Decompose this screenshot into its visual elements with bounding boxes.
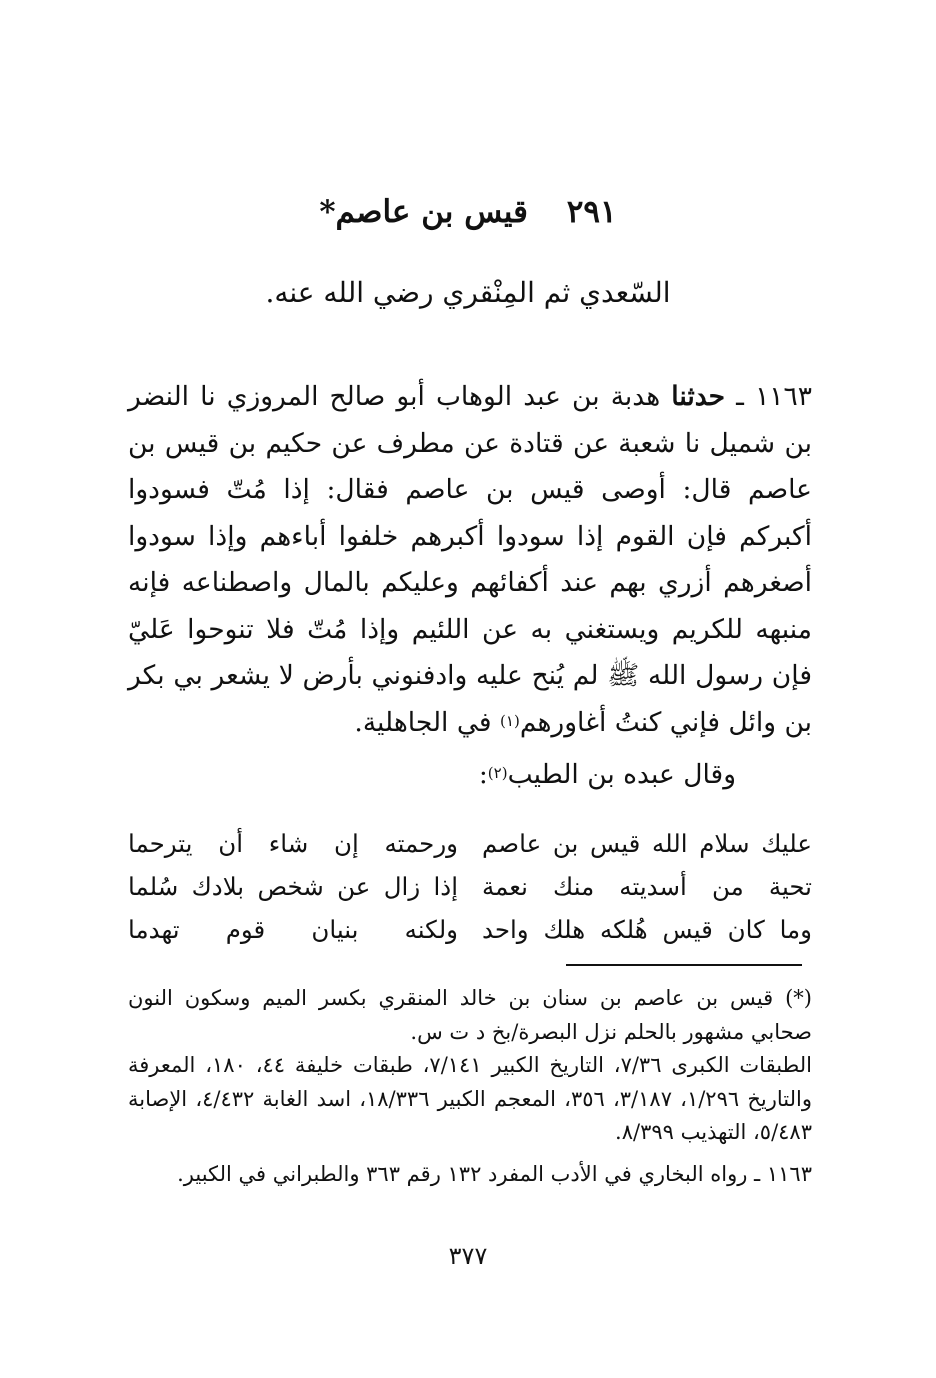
poem-intro <box>479 752 736 798</box>
hadith-number: ١١٦٣ ـ <box>736 381 812 412</box>
hadith-lead-word: حدثنا <box>671 381 726 412</box>
entry-name: قيس بن عاصم* <box>319 194 528 230</box>
poem-first-hemistich: عليك سلام الله قيس بن عاصم <box>482 829 812 858</box>
poem-verse <box>128 908 812 951</box>
footnote-hadith-source: ١١٦٣ ـ رواه البخاري في الأدب المفرد ١٣٢ رقم ٣٦٣ والطبراني في الكبير. <box>177 1161 812 1186</box>
hadith-paragraph <box>128 374 812 746</box>
poem <box>128 822 812 951</box>
poem-second-hemistich: ورحمته إن شاء أن يترحما <box>128 829 458 858</box>
hadith-text-end: في الجاهلية. <box>354 706 492 738</box>
poem-verse <box>128 822 812 865</box>
poem-second-hemistich: ولكنه بنيان قوم تهدما <box>128 915 458 944</box>
poem-intro-suffix: : <box>478 759 488 790</box>
footnote-sources: الطبقات الكبرى ٧/٣٦، التاريخ الكبير ٧/١٤١، طبقات خليفة ٤٤، ١٨٠، المعرفة والتاريخ ١/٢٩٦، ٣/١٨٧، ٣٥٦، المعجم الكبير ١٨/٣٣٦، اسد الغابة ٤/٤٣٢، الإصابة ٥/٤٨٣، التهذيب ٨/٣٩٩. <box>128 1053 812 1144</box>
hadith-text: هدبة بن عبد الوهاب أبو صالح المروزي نا النضر بن شميل نا شعبة عن قتادة عن مطرف عن حكيم بن قيس بن عاصم قال: أوصى قيس بن عاصم فقال: إذا مُتّ فسودوا أكبركم فإن القوم إذا سودوا أكبرهم خلفوا أباءهم وإذا سودوا أصغرهم أزري بهم عند أكفائهم وعليكم بالمال واصطناعه فإنه منبهه للكريم ويستغني به عن اللئيم وإذا مُتّ فلا تنوحوا عَليّ فإن رسول الله ﷺ لم يُنح عليه وادفنوني بأرض لا يشعر بي بكر بن وائل فإني كنتُ أغاورهم <box>128 381 812 738</box>
entry-number: ٢٩١ <box>566 194 617 230</box>
entry-subtitle: السّعدي ثم المِنْقري رضي الله عنه. <box>265 276 671 309</box>
footnote-biography: (*) قيس بن عاصم بن سنان بن خالد المنقري بكسر الميم وسكون النون صحابي مشهور بالحلم نزل البصرة/بخ د ت س. <box>128 986 812 1044</box>
poem-first-hemistich: وما كان قيس هُلكه هلك واحد <box>482 915 812 944</box>
entry-heading <box>0 188 936 236</box>
poem-first-hemistich: تحية من أسديته منك نعمة <box>482 872 812 901</box>
page-number: ٣٧٧ <box>448 1242 488 1270</box>
poem-verse <box>128 865 812 908</box>
footnote-ref-2: (٢) <box>487 764 508 782</box>
footnotes <box>128 982 812 1191</box>
poem-second-hemistich: إذا زال عن شخص بلادك سُلما <box>128 872 458 901</box>
footnote-divider <box>566 964 802 966</box>
poem-intro-text: وقال عبده بن الطيب <box>507 759 736 790</box>
footnote-ref-1: (١) <box>500 711 520 730</box>
